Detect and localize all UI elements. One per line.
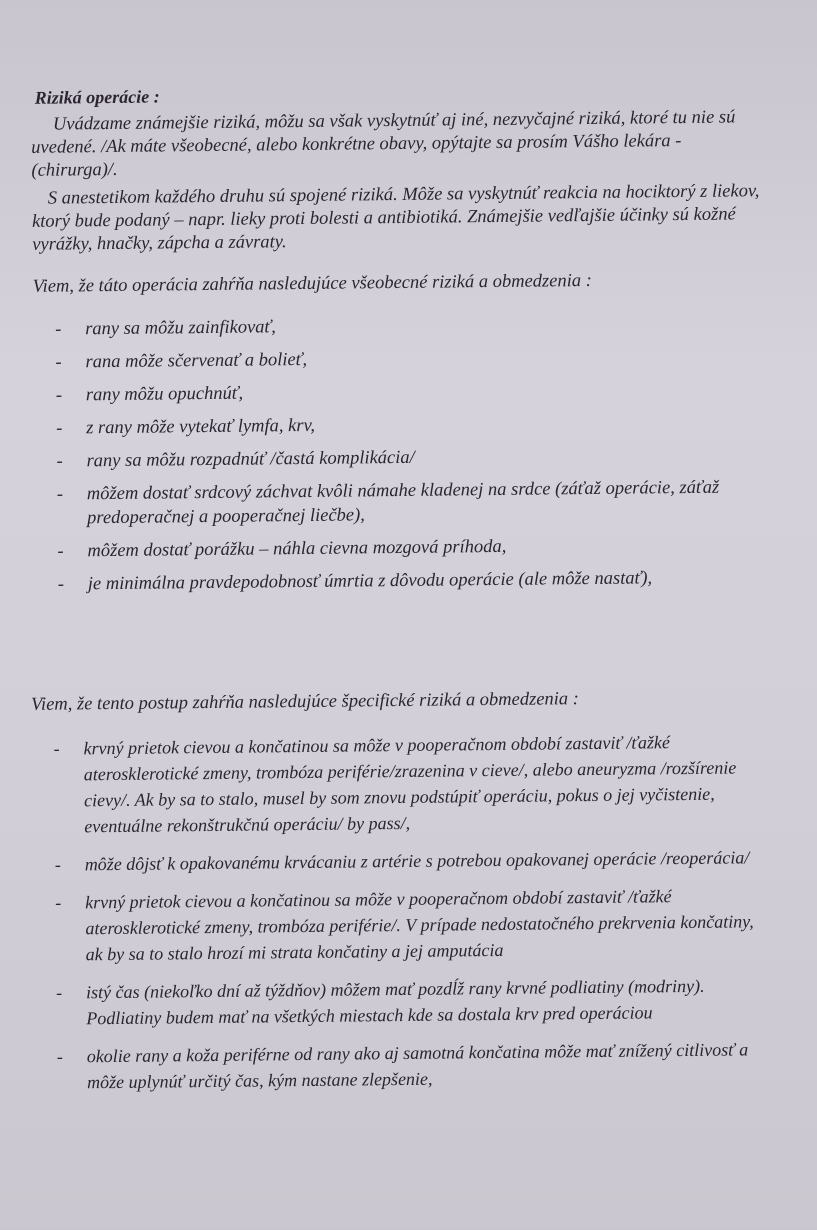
list-item: - môžem dostať srdcový záchvat kvôli námahe kladenej na srdce (záťaž operácie, záťaž predoperačnej a pooperačnej liečbe), [57, 475, 747, 530]
list-item: - z rany môže vytekať lymfa, krv, [56, 409, 746, 440]
list-item: - rana môže sčervenať a bolieť, [55, 343, 745, 374]
list-item: - môžem dostať porážku – náhla cievna mozgová príhoda, [57, 532, 747, 563]
intro-paragraph: Uvádzame známejšie riziká, môžu sa však vyskytnúť aj iné, nezvyčajné riziká, ktoré tu nie sú uvedené. /Ak máte všeobecné, alebo konkrétne obavy, opýtajte sa prosím Vášho lekára - (chirurga)/. [31, 107, 736, 181]
section-title: Riziká operácie : [34, 86, 160, 108]
list-item: - rany môžu opuchnúť, [56, 376, 746, 407]
list-item: - je minimálna pravdepodobnosť úmrtia z dôvodu operácie (ale môže nastať), [58, 565, 748, 596]
specific-risks-heading: Viem, že tento postup zahŕňa nasledujúce špecifické riziká a obmedzenia : [30, 689, 580, 715]
list-item: - okolie rany a koža periférne od rany ako aj samotná končatina môže mať znížený citlivosť a môže uplynúť určitý čas, kým nastane zlepšenie, [57, 1036, 768, 1095]
specific-risks-list [53, 728, 767, 1107]
anesthetic-paragraph: S anestetikom každého druhu sú spojené riziká. Môže sa vyskytnúť reakcia na hociktorý z liekov, ktorý bude podaný – napr. lieky proti bolesti a antibiotiká. Známejšie vedľajšie účinky sú kožné vyrážky, hnačky, zápcha a závraty. [31, 181, 760, 255]
list-item: - istý čas (niekoľko dní až týždňov) môžem mať pozdĺž rany krvné podliatiny (modriny). Podliatiny budem mať na všetkých miestach kde sa dostala krv pred operáciou [56, 972, 767, 1031]
general-risks-heading: Viem, že táto operácia zahŕňa nasledujúce všeobecné riziká a obmedzenia : [32, 270, 592, 297]
general-risks-list [55, 310, 748, 605]
list-item: - rany sa môžu rozpadnúť /častá komplikácia/ [56, 442, 746, 473]
list-item: - rany sa môžu zainfikovať, [55, 310, 745, 341]
list-item: - krvný prietok cievou a končatinou sa môže v pooperačnom období zastaviť /ťažké aterosklerotické zmeny, trombóza periférie/zrazenina v cieve/, alebo aneuryzma /rozšírenie cievy/. Ak by sa to stalo, musel by som znovu podstúpiť operáciu, pokus o jej vyčistenie, eventuálne rekonštrukčnú operáciu/ by pass/, [53, 728, 764, 839]
list-item: - môže dôjsť k opakovanému krvácaniu z artérie s potrebou opakovanej operácie /reoperácia/ [55, 844, 765, 877]
list-item: - krvný prietok cievou a končatinou sa môže v pooperačnom období zastaviť /ťažké aterosklerotické zmeny, trombóza periférie/. V prípade nedostatočného prekrvenia končatiny, ak by sa to stalo hrozí mi strata končatiny a jej amputácia [55, 882, 766, 967]
